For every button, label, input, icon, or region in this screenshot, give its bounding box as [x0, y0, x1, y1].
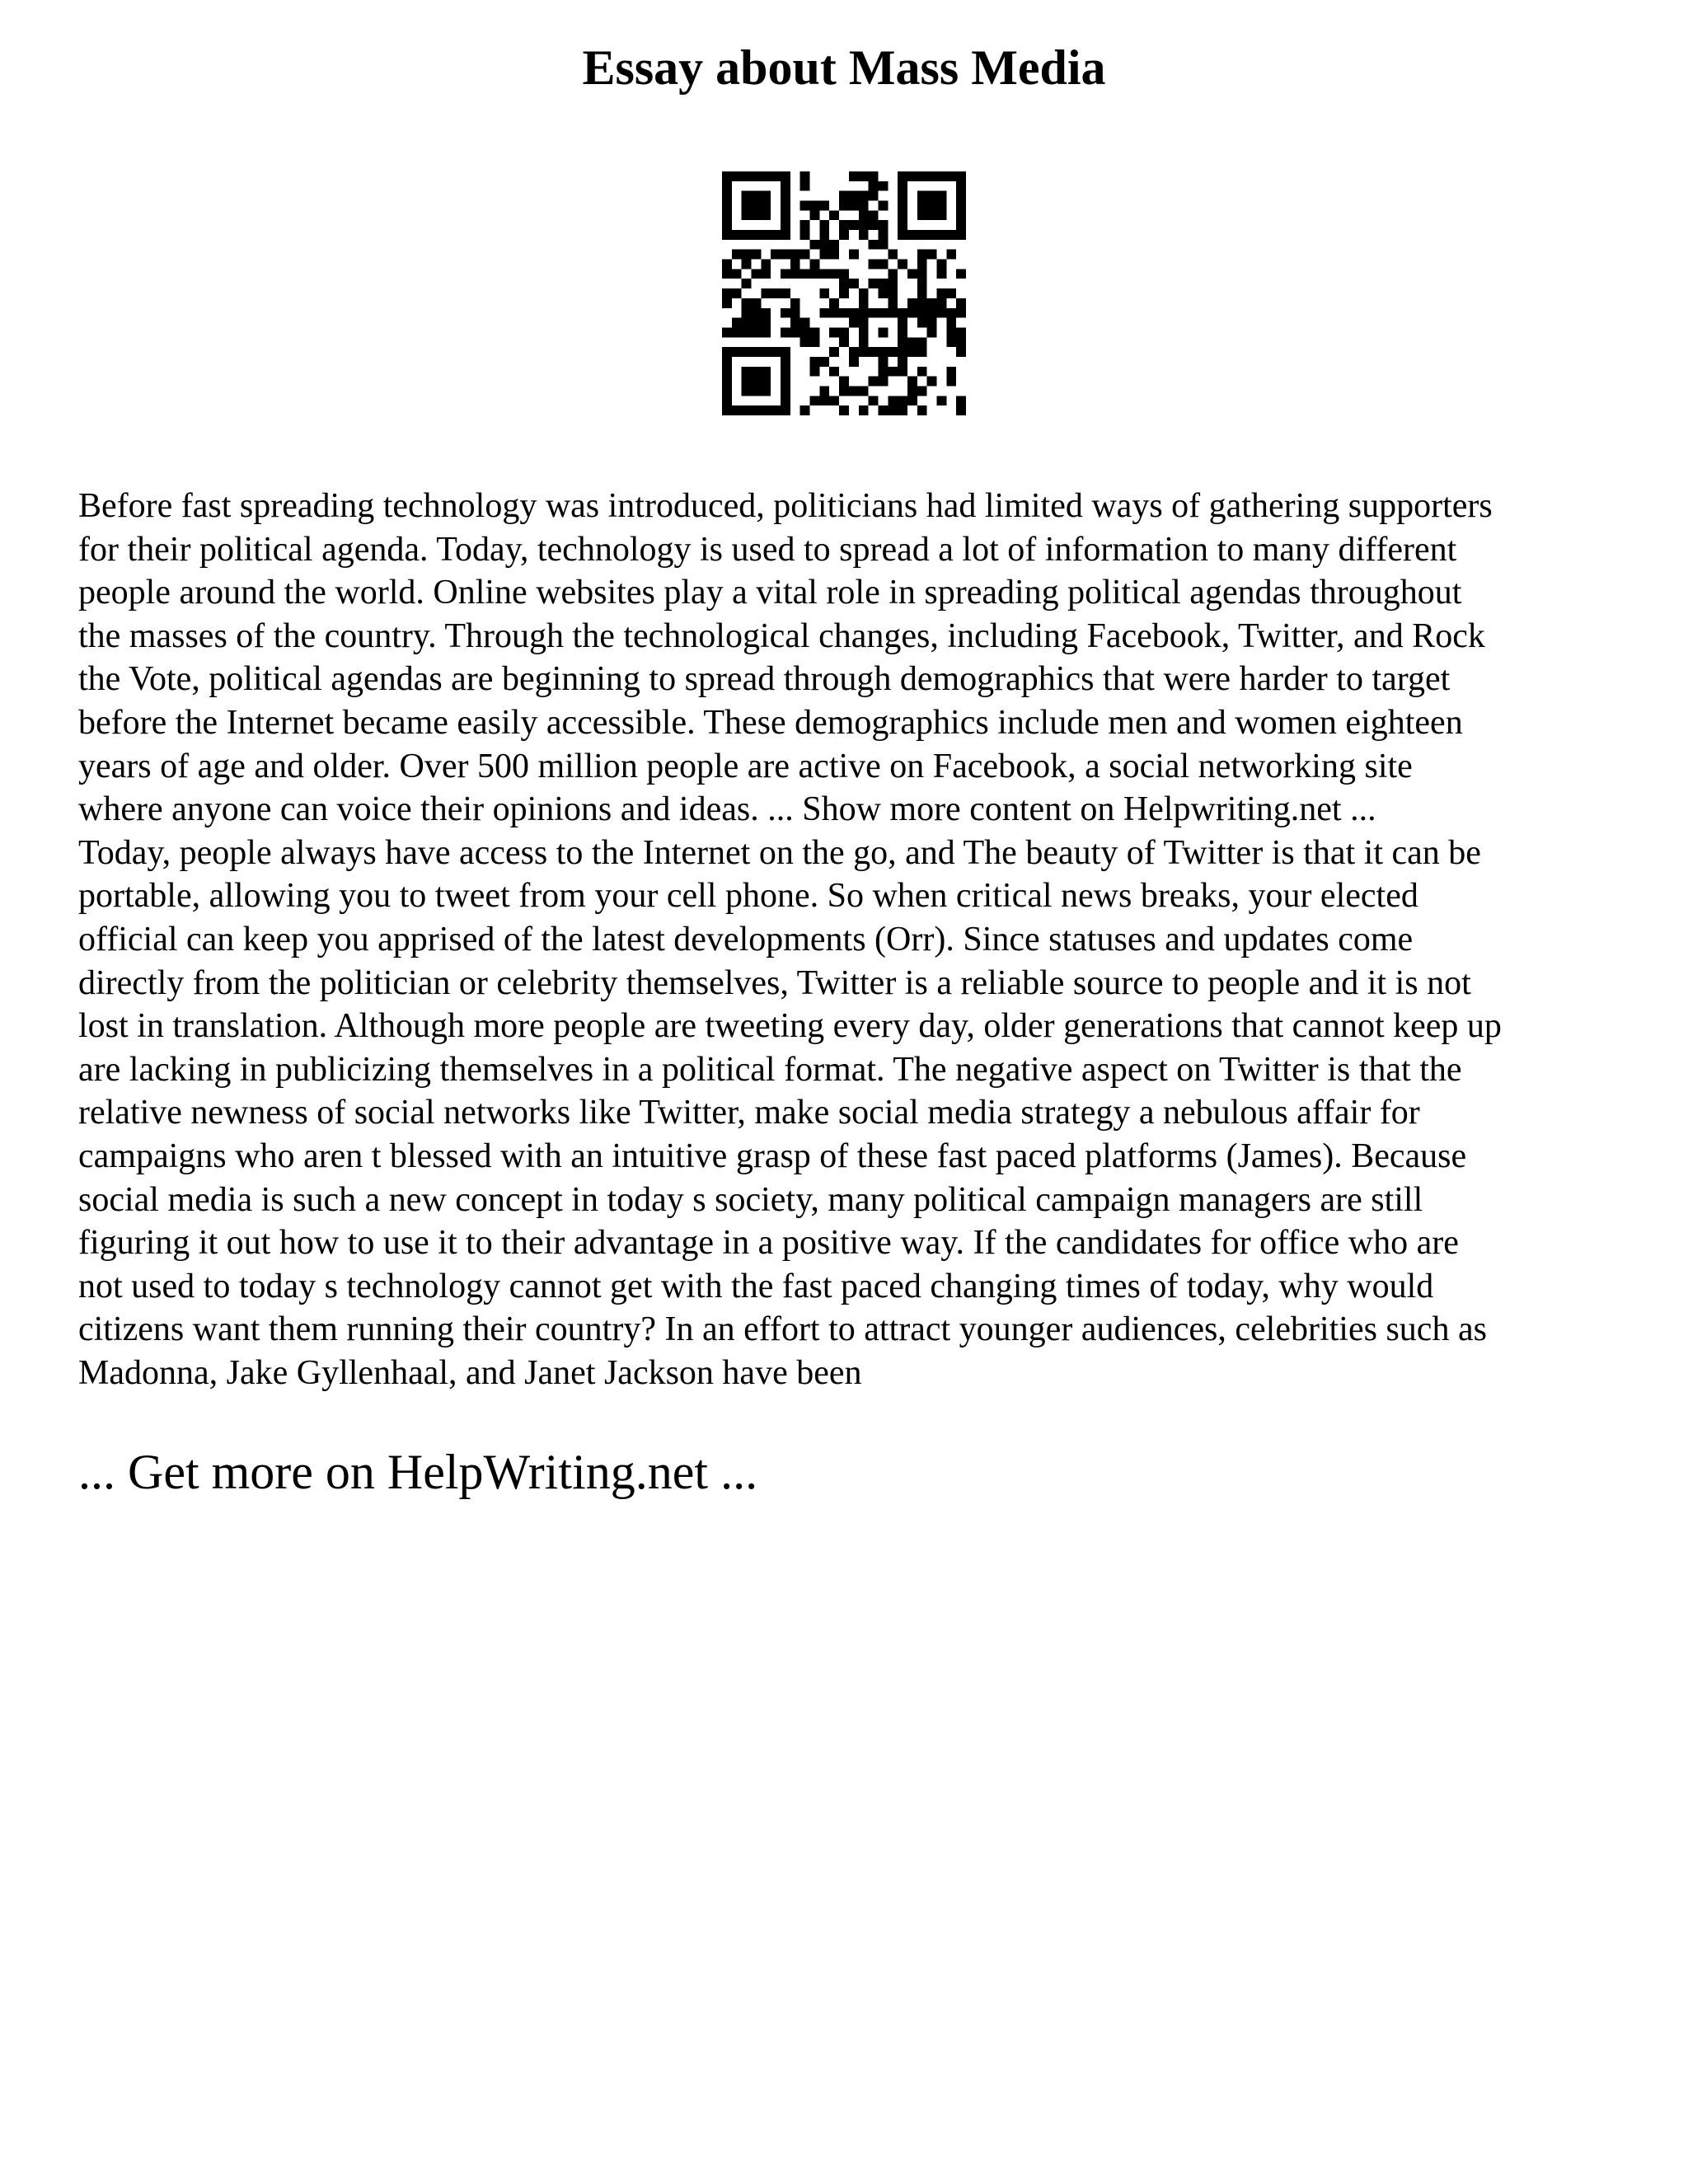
essay-line: Madonna, Jake Gyllenhaal, and Janet Jackson have been — [78, 1353, 862, 1392]
get-more-link[interactable]: ... Get more on HelpWriting.net ... — [78, 1445, 758, 1499]
essay-line: lost in translation. Although more people are tweeting every day, older generations that cannot keep up — [78, 1007, 1502, 1046]
essay-line: relative newness of social networks like Twitter, make social media strategy a nebulous affair for — [78, 1094, 1420, 1132]
essay-line: social media is such a new concept in today s society, many political campaign managers are still — [78, 1180, 1423, 1219]
essay-line: figuring it out how to use it to their advantage in a positive way. If the candidates for office who are — [78, 1224, 1459, 1263]
essay-line: directly from the politician or celebrity themselves, Twitter is a reliable source to people and it is not — [78, 963, 1471, 1002]
essay-line: citizens want them running their country? In an effort to attract younger audiences, celebrities such as — [78, 1310, 1487, 1349]
essay-line: are lacking in publicizing themselves in a political format. The negative aspect on Twitter is that the — [78, 1050, 1462, 1089]
essay-line: not used to today s technology cannot get with the fast paced changing times of today, why would — [78, 1267, 1434, 1305]
essay-body — [78, 485, 1628, 1394]
essay-line: where anyone can voice their opinions and ideas. ... Show more content on Helpwriting.net ... — [78, 790, 1376, 829]
essay-line: the Vote, political agendas are beginning to spread through demographics that were harder to target — [78, 660, 1451, 699]
essay-line: Before fast spreading technology was introduced, politicians had limited ways of gathering supporters — [78, 487, 1493, 525]
essay-line: before the Internet became easily accessible. These demographics include men and women eighteen — [78, 703, 1463, 742]
qr-code-icon — [722, 171, 966, 415]
essay-line: people around the world. Online websites play a vital role in spreading political agendas throughout — [78, 574, 1462, 612]
essay-line: years of age and older. Over 500 million people are active on Facebook, a social networking site — [78, 747, 1413, 785]
essay-line: portable, allowing you to tweet from your cell phone. So when critical news breaks, your elected — [78, 877, 1418, 916]
essay-line: for their political agenda. Today, technology is used to spread a lot of information to many different — [78, 530, 1457, 569]
essay-line: official can keep you apprised of the latest developments (Orr). Since statuses and updates come — [78, 920, 1414, 958]
page-title: Essay about Mass Media — [582, 40, 1106, 95]
essay-line: Today, people always have access to the Internet on the go, and The beauty of Twitter is that it can be — [78, 833, 1481, 872]
essay-line: the masses of the country. Through the technological changes, including Facebook, Twitter, and Rock — [78, 616, 1485, 655]
essay-line: campaigns who aren t blessed with an intuitive grasp of these fast paced platforms (James). Because — [78, 1137, 1467, 1175]
